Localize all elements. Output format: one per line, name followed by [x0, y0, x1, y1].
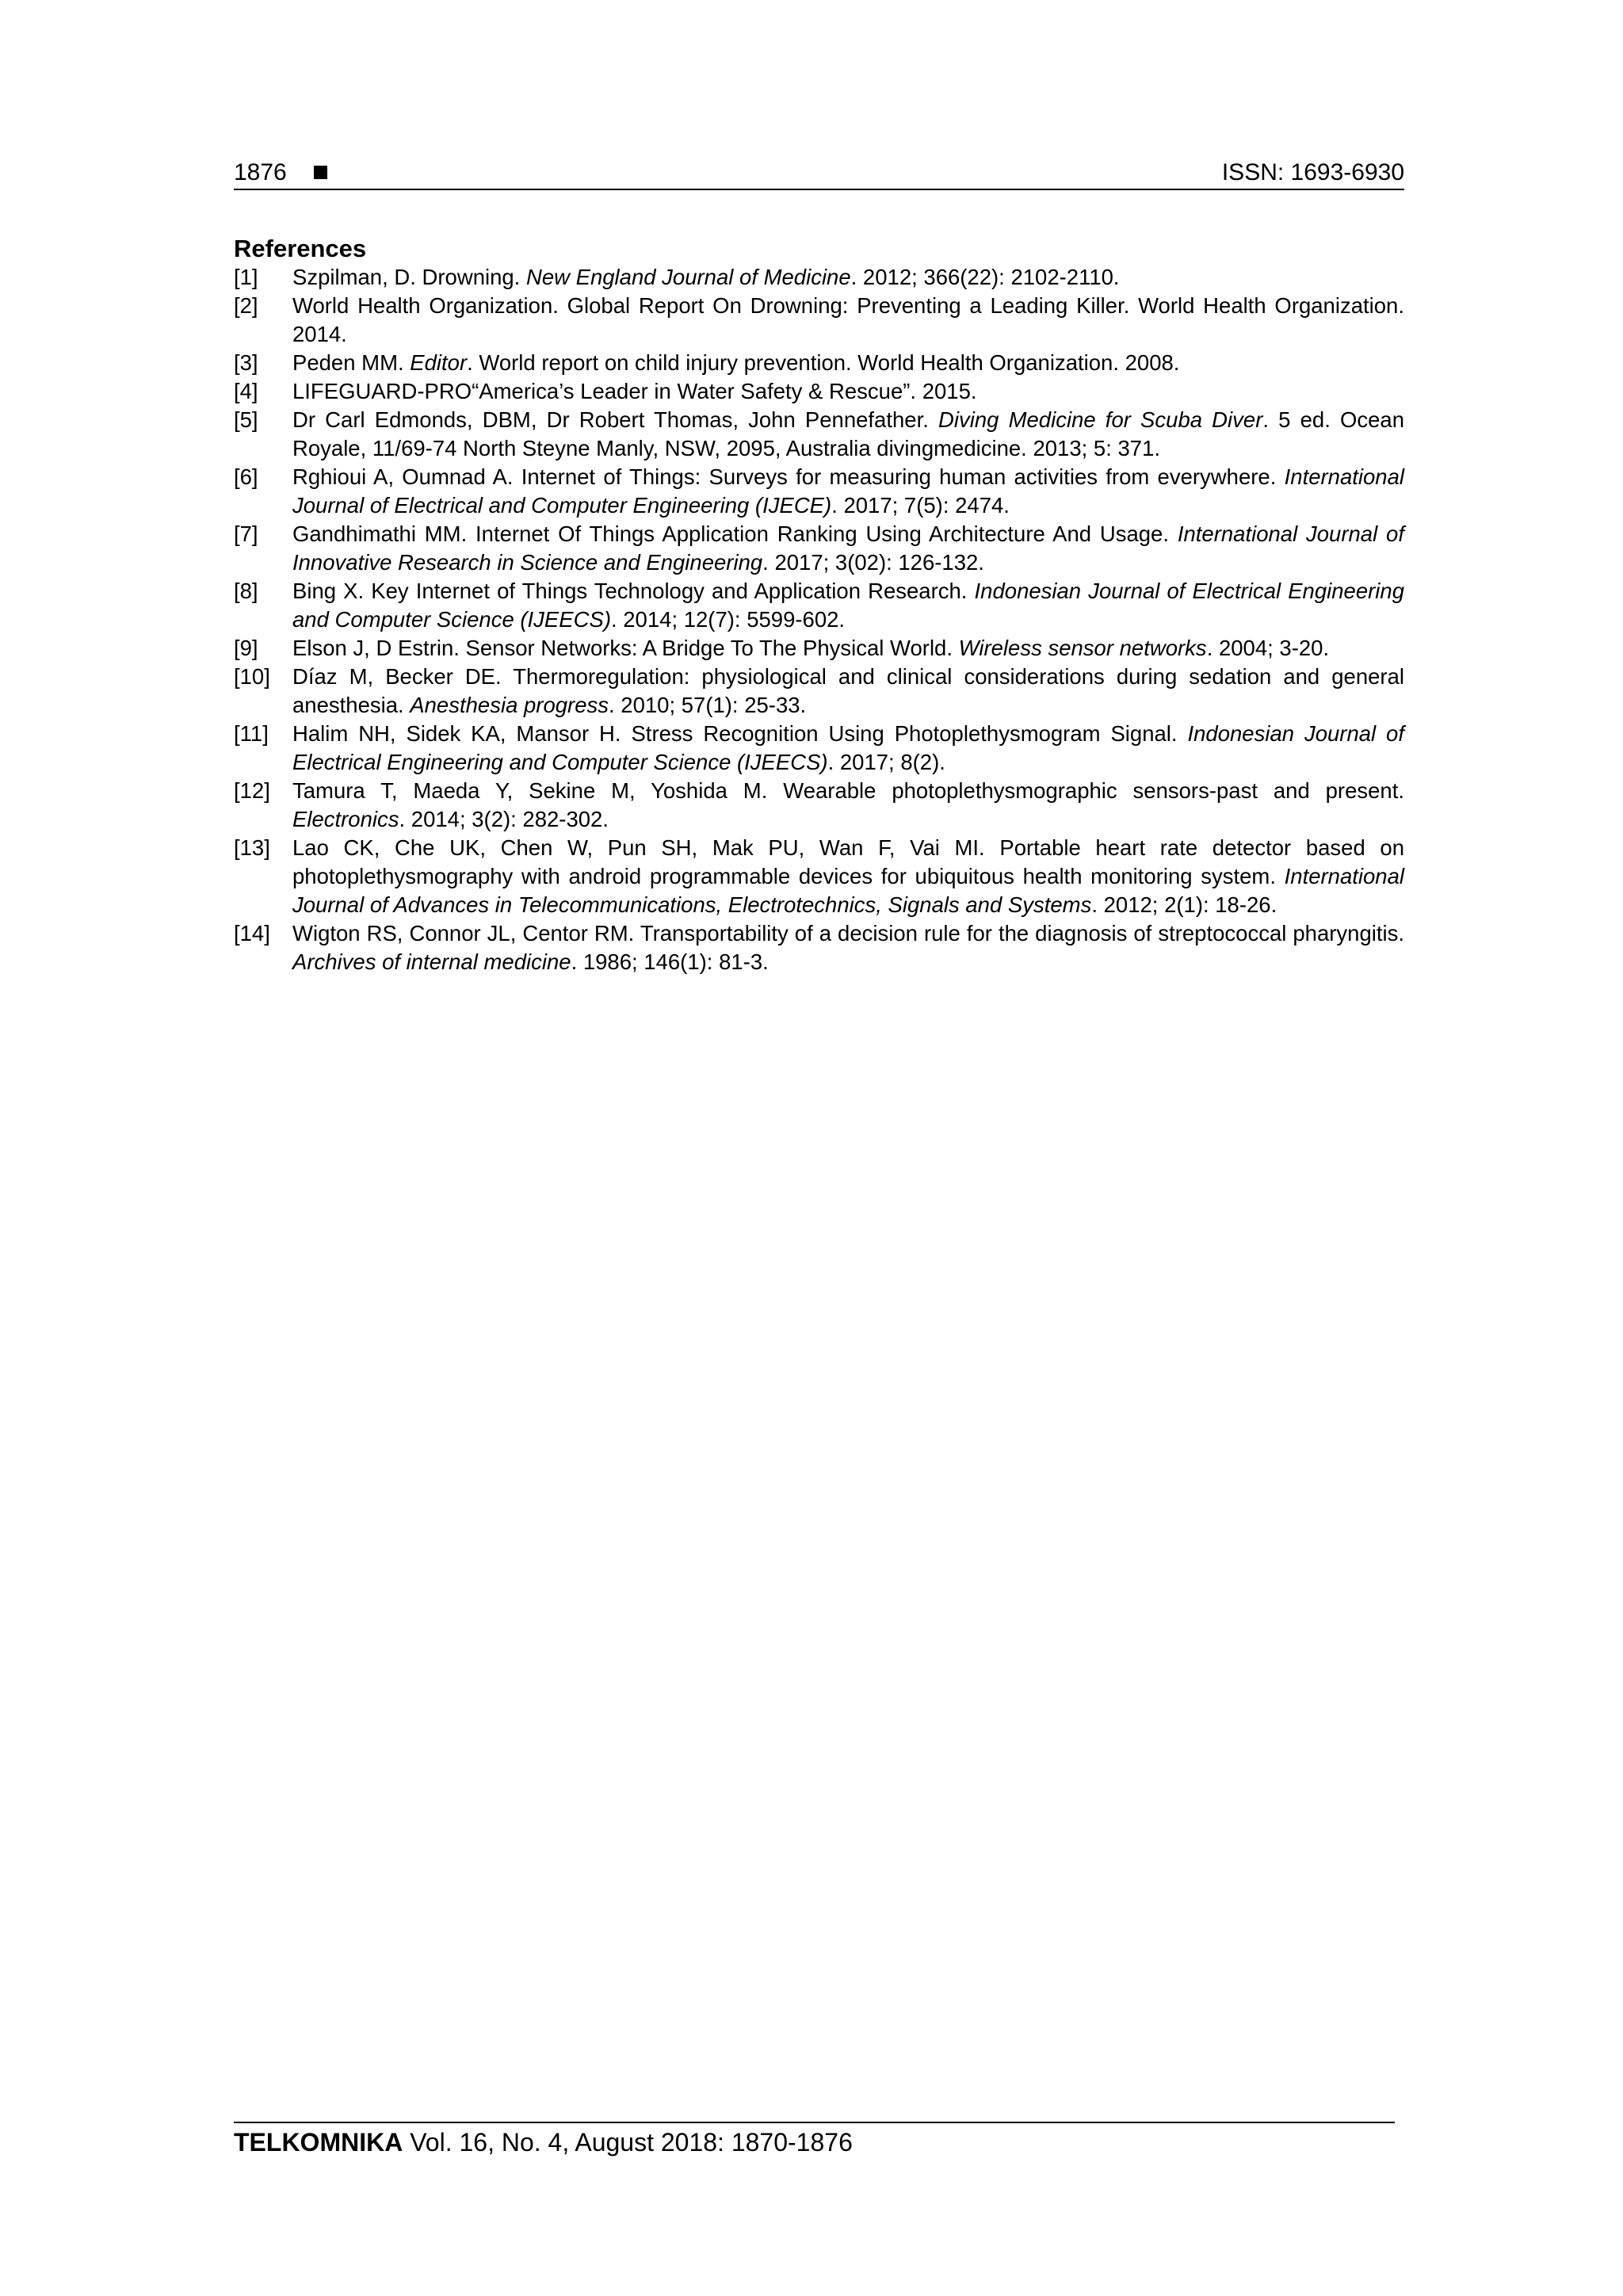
reference-source-title: New England Journal of Medicine [525, 265, 851, 289]
reference-text [292, 263, 1404, 292]
reference-text [292, 406, 1404, 463]
reference-item [234, 777, 1404, 834]
reference-number: [6] [234, 464, 258, 489]
reference-text [292, 777, 1404, 834]
black-square-icon [314, 166, 327, 179]
reference-text-segment: . 2014; 12(7): 5599-602. [610, 607, 846, 632]
reference-text-segment: . 1986; 146(1): 81-3. [571, 949, 769, 974]
reference-text-segment: . World report on child injury prevention. World Health Organization. 2008. [467, 350, 1180, 375]
reference-source-title: Editor [410, 350, 468, 375]
reference-item [234, 720, 1404, 777]
reference-item [234, 634, 1404, 663]
reference-text-segment: . 2010; 57(1): 25-33. [609, 693, 807, 717]
reference-text [292, 720, 1404, 777]
reference-text-segment: Halim NH, Sidek KA, Mansor H. Stress Recognition Using Photoplethysmogram Signal. [292, 721, 1188, 746]
reference-item [234, 377, 1404, 406]
reference-text [292, 634, 1404, 663]
reference-text-segment: Szpilman, D. Drowning. [292, 265, 526, 289]
reference-number: [8] [234, 579, 258, 603]
reference-number: [4] [234, 379, 258, 403]
reference-text-segment: Tamura T, Maeda Y, Sekine M, Yoshida M. Wearable photoplethysmographic sensors-past and present. [292, 778, 1404, 803]
page-footer [234, 2122, 1395, 2158]
footer-citation: Vol. 16, No. 4, August 2018: 1870-1876 [403, 2128, 853, 2157]
reference-text [292, 292, 1404, 349]
reference-text-segment: . 2004; 3-20. [1206, 636, 1330, 660]
reference-text-segment: . 2017; 8(2). [827, 750, 945, 774]
reference-number: [14] [234, 921, 270, 946]
reference-number: [11] [234, 721, 269, 746]
reference-text-segment: Peden MM. [292, 350, 411, 375]
reference-text-segment: World Health Organization. Global Report On Drowning: Preventing a Leading Killer. World Health Organization. 2014. [292, 293, 1404, 346]
reference-source-title: Anesthesia progress [410, 693, 609, 717]
reference-item [234, 263, 1404, 292]
page-number: 1876 [234, 159, 287, 185]
reference-text [292, 919, 1404, 976]
reference-text-segment: . 2012; 2(1): 18-26. [1091, 892, 1277, 917]
reference-text-segment: Lao CK, Che UK, Chen W, Pun SH, Mak PU, Wan F, Vai MI. Portable heart rate detector based on photoplethysmography with android programmable devices for ubiquitous health monitoring system. [292, 835, 1404, 888]
reference-item [234, 577, 1404, 634]
reference-item [234, 834, 1404, 919]
footer-journal-name: TELKOMNIKA [234, 2128, 403, 2157]
reference-text [292, 577, 1404, 634]
reference-item [234, 663, 1404, 720]
reference-text-segment: LIFEGUARD-PRO“America’s Leader in Water Safety & Rescue”. 2015. [292, 379, 977, 403]
reference-text-segment: . 2017; 3(02): 126-132. [762, 550, 984, 575]
reference-source-title: International Journal of Innovative Research in Science and Engineering [292, 521, 1404, 575]
reference-source-title: Archives of internal medicine [292, 949, 571, 974]
reference-text-segment: Rghioui A, Oumnad A. Internet of Things: Surveys for measuring human activities from everywhere. [292, 464, 1285, 489]
reference-number: [9] [234, 636, 258, 660]
reference-item [234, 292, 1404, 349]
reference-text-segment: Gandhimathi MM. Internet Of Things Application Ranking Using Architecture And Usage. [292, 521, 1178, 546]
reference-text-segment: . 5 ed. Ocean Royale, 11/69-74 North Steyne Manly, NSW, 2095, Australia divingmedicine. 2013; 5: 371. [292, 407, 1405, 460]
issn-label: ISSN: 1693-6930 [1221, 159, 1404, 185]
reference-text-segment: . 2014; 3(2): 282-302. [399, 807, 609, 831]
reference-item [234, 463, 1404, 520]
references-heading: References [234, 235, 367, 262]
reference-item [234, 520, 1404, 577]
reference-number: [10] [234, 664, 270, 689]
reference-text-segment: Díaz M, Becker DE. Thermoregulation: physiological and clinical considerations during sedation and general anesthesia. [292, 664, 1404, 717]
reference-text [292, 377, 1404, 406]
reference-text-segment: Dr Carl Edmonds, DBM, Dr Robert Thomas, John Pennefather. [292, 407, 939, 432]
reference-number: [2] [234, 293, 258, 318]
reference-source-title: Diving Medicine for Scuba Diver [938, 407, 1263, 432]
reference-source-title: Indonesian Journal of Electrical Engineering and Computer Science (IJEECS) [292, 579, 1404, 632]
page-header [234, 157, 1404, 190]
reference-number: [5] [234, 407, 258, 432]
reference-number: [3] [234, 350, 258, 375]
reference-source-title: International Journal of Electrical and Computer Engineering (IJECE) [292, 464, 1404, 518]
reference-source-title: Electronics [292, 807, 399, 831]
reference-source-title: Wireless sensor networks [958, 636, 1207, 660]
reference-item [234, 406, 1404, 463]
reference-number: [12] [234, 778, 270, 803]
reference-number: [1] [234, 265, 258, 289]
reference-list [234, 263, 1404, 976]
reference-source-title: International Journal of Advances in Telecommunications, Electrotechnics, Signals and Systems [292, 864, 1404, 917]
reference-item [234, 919, 1404, 976]
reference-text-segment: Elson J, D Estrin. Sensor Networks: A Bridge To The Physical World. [292, 636, 959, 660]
reference-item [234, 349, 1404, 377]
reference-text [292, 663, 1404, 720]
reference-text-segment: . 2017; 7(5): 2474. [831, 493, 1010, 518]
reference-text-segment: Bing X. Key Internet of Things Technology and Application Research. [292, 579, 975, 603]
reference-number: [7] [234, 521, 258, 546]
reference-text [292, 520, 1404, 577]
reference-text-segment: . 2012; 366(22): 2102-2110. [850, 265, 1120, 289]
reference-source-title: Indonesian Journal of Electrical Engineering and Computer Science (IJEECS) [292, 721, 1404, 774]
reference-text [292, 834, 1404, 919]
reference-text [292, 463, 1404, 520]
reference-text [292, 349, 1404, 377]
reference-number: [13] [234, 835, 270, 860]
reference-text-segment: Wigton RS, Connor JL, Centor RM. Transportability of a decision rule for the diagnosis of streptococcal pharyngitis. [292, 921, 1404, 946]
